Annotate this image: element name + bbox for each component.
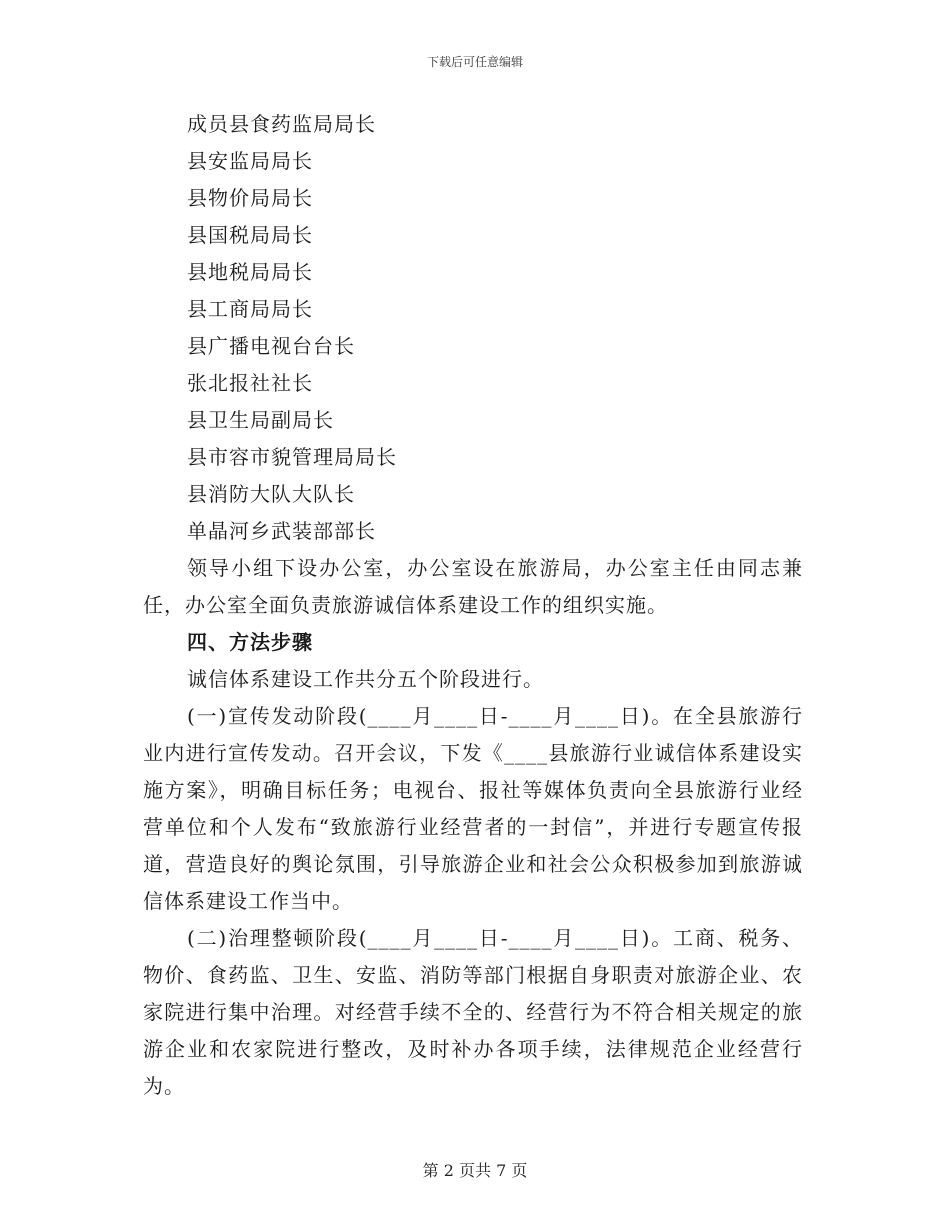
member-line: 县广播电视台台长 — [187, 334, 355, 358]
page-header-note: 下载后可任意编辑 — [426, 55, 523, 69]
member-line: 县安监局局长 — [187, 149, 313, 173]
member-line: 成员县食药监局局长 — [187, 112, 376, 136]
member-line: 县工商局局长 — [187, 297, 313, 321]
office-paragraph: 领导小组下设办公室，办公室设在旅游局，办公室主任由同志兼任，办公室全面负责旅游诚信体系建设工作的组织实施。 — [143, 556, 803, 617]
member-line: 张北报社社长 — [187, 371, 313, 395]
member-line: 县市容市貌管理局局长 — [187, 445, 397, 469]
member-line: 县地税局局长 — [187, 260, 313, 284]
page-number-footer: 第 2 页共 7 页 — [422, 1161, 528, 1180]
stage-one-paragraph: (一)宣传发动阶段(____月____日-____月____日)。在全县旅游行业内进行宣传发动。召开会议，下发《____县旅游行业诚信体系建设实施方案》，明确目标任务；电视台、报社等媒体负责向全县旅游行业经营单位和个人发布“致旅游行业经营者的一封信”，并进行专题宣传报道，营造良好的舆论氛围，引导旅游企业和社会公众积极参加到旅游诚信体系建设工作当中。 — [143, 704, 803, 913]
member-line: 县国税局局长 — [187, 223, 313, 247]
member-line: 单晶河乡武装部部长 — [187, 519, 376, 543]
stage-two-paragraph: (二)治理整顿阶段(____月____日-____月____日)。工商、税务、物价、食药监、卫生、安监、消防等部门根据自身职责对旅游企业、农家院进行集中治理。对经营手续不全的、经营行为不符合相关规定的旅游企业和农家院进行整改，及时补办各项手续，法律规范企业经营行为。 — [143, 926, 803, 1098]
member-line: 县卫生局副局长 — [187, 408, 334, 432]
document-body — [143, 106, 803, 1105]
section-heading: 四、方法步骤 — [187, 630, 313, 654]
member-line: 县物价局局长 — [187, 186, 313, 210]
member-line: 县消防大队大队长 — [187, 482, 355, 506]
intro-paragraph: 诚信体系建设工作共分五个阶段进行。 — [187, 667, 544, 691]
